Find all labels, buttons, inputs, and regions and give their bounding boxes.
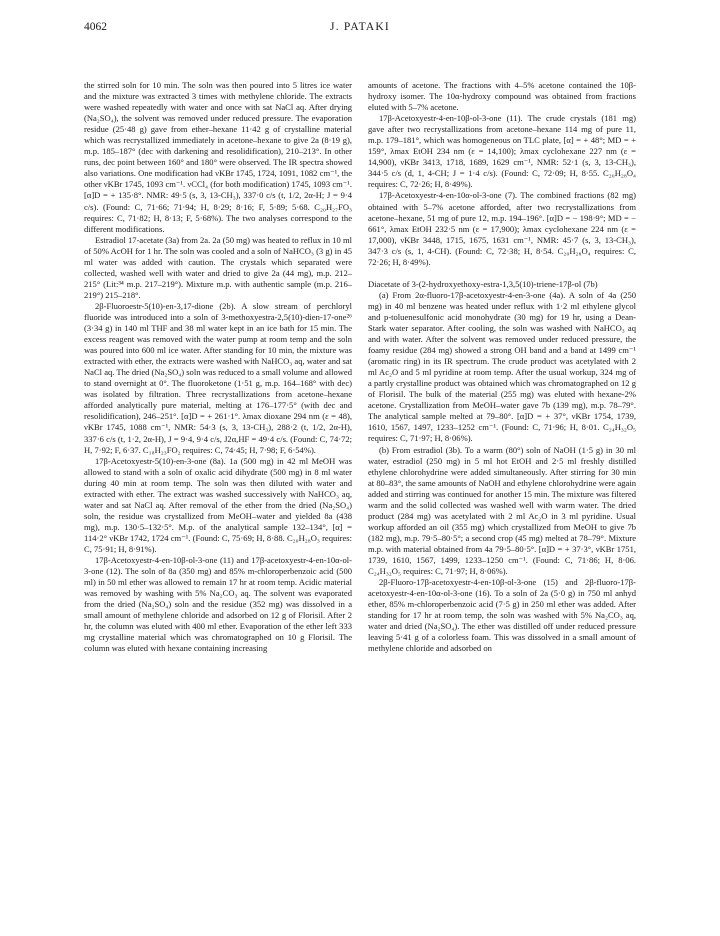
paragraph: 2β-Fluoroestr-5(10)-en-3,17-dione (2b). A slow stream of perchloryl fluoride was introduced into a soln of 3-methoxyestra-2,5(10)-dien-17-one²⁶ (3·34 g) in 140 ml THF and 38 ml water kept in an ice bath for 15 min. The excess reagent was removed with the water pump at room temp and the soln was poured into 600 ml ice water. After standing for 10 min, the mixture was extracted with ether, the extracts were washed with NaHCO₃ aq, water and sat NaCl aq. The dried (Na₂SO₄) soln was reduced to a small volume and allowed to stand overnight at 0°. The fluoroketone (1·51 g, m.p. 164–168° with dec) was isolated by filtration. Three recrystallizations from acetone–hexane afforded analytically pure material, melting at 176–177·5° (with dec and resolidification), 246–251°. [α]D = + 261·1°. λmax dioxane 294 nm (ε = 48), νKBr 1745, 1088 cm⁻¹, NMR: 54·3 (s, 3, 13-CH₃), 288·2 (t, 1/2, 2α-H), 337·6 c/s (t, 1·2, 2α-H), J = 9·4, 9·4 c/s, J2α,HF = 49·4 c/s. (Found: C, 74·72; H, 7·92; F, 6·37. C₁₈H₂₃FO₂ requires: C, 74·45; H, 7·98; F, 6·54%). [84,300,352,455]
paragraph: 17β-Acetoxyestr-4-en-10β-ol-3-one (11) and 17β-acetoxyestr-4-en-10α-ol-3-one (12). The soln of 8a (350 mg) and 85% m-chloroperbenzoic acid (500 ml) in 50 ml ether was allowed to remain 17 hr at room temp. Acidic material was removed by washing with 5% Na₂CO₃ aq. The solvent was evaporated from the dried (Na₂SO₄) soln and the residue (352 mg) was dissolved in a small amount of methylene chloride and adsorbed on 12 g of Florisil. After 2 hr, the column was eluted with 400 ml ether. Evaporation of the ether left 333 mg crystalline material which was chromatographed on 10 g Florisil. The column was eluted with hexane containing increasing [84,555,352,654]
running-title: J. PATAKI [330,21,390,33]
page-number: 4062 [84,21,107,33]
paragraph: 17β-Acetoxyestr-5(10)-en-3-one (8a). 1a (500 mg) in 42 ml MeOH was allowed to stand with a soln of oxalic acid dihydrate (500 mg) in 8 ml water during 40 min at room temp. The soln was then diluted with water and extracted with ether. The extract was washed successively with NaHCO₃ aq, water and sat NaCl aq. After removal of the ether from the dried (Na₂SO₄) soln, the residue was crystallized from MeOH–water and yielded 8a (438 mg), m.p. 130·5–132·5°. M.p. of the analytical sample 132–134°, [α] = 114·2° νKBr 1742, 1724 cm⁻¹. (Found: C, 75·69; H, 8·88. C₂₀H₂₈O₃ requires: C, 75·91; H, 8·91%). [84,455,352,554]
paragraph: 17β-Acetoxyestr-4-en-10α-ol-3-one (7). The combined fractions (82 mg) obtained with 5–7% acetone afforded, after two recrystallizations from acetone–hexane, 51 mg of pure 12, m.p. 194–196°. [α]D = − 198·9°; MD = − 661°, λmax EtOH 232·5 nm (ε = 17,900); λmax cyclohexane 224 nm (ε = 17,000), νKBr 3448, 1715, 1675, 1631 cm⁻¹, NMR: 45·7 (s, 3, 13-CH₃), 347·3 c/s (s, 1, 4-CH). (Found: C, 72·38; H, 8·54. C₂₀H₂₈O₄ requires: C, 72·26; H, 8·49%). [368,190,636,267]
right-column [368,80,636,654]
paragraph: (b) From estradiol (3b). To a warm (80°) soln of NaOH (1·5 g) in 30 ml water, estradiol (250 mg) in 5 ml hot EtOH and 2·5 ml freshly distilled ethylene chlorohydrine were added simultaneously. After stirring for 30 min at 80–83°, the same amounts of NaOH and ethylene chlorohydrine were again added and stirring was continued for another 15 min. The mixture was filtered warm and the solid collected was washed well with warm water. The dried product (284 mg) was acetylated with 2 ml Ac₂O in 3 ml pyridine. Usual workup afforded an oil (355 mg) which crystallized from MeOH to give 7b (182 mg), m.p. 79·5–80·5°; a second crop (45 mg) melted at 78–79°. Mixture m.p. with material obtained from 4a 79·5–80·5°. [α]D = + 37·3°, νKBr 1751, 1739, 1610, 1567, 1499, 1233–1250 cm⁻¹. (Found: C, 71·86; H, 8·06. C₂₄H₃₂O₅ requires: C, 71·97; H, 8·06%). [368,444,636,577]
page-header [84,21,636,37]
paragraph: Estradiol 17-acetate (3a) from 2a. 2a (50 mg) was heated to reflux in 10 ml of 50% AcOH for 1 hr. The soln was cooled and a soln of NaHCO₃ (3 g) in 45 ml water was added with caution. The crystals which separated were collected, washed well with water and dried to give 2a (44 mg), m.p. 212–215° (Lit:³⁴ m.p. 217–219°). Mixture m.p. with authentic sample (m.p. 216–219°) 215–218°. [84,234,352,300]
left-column [84,80,352,654]
paragraph: amounts of acetone. The fractions with 4–5% acetone contained the 10β-hydroxy isomer. The 10α-hydroxy compound was obtained from fractions eluted with 5–7% acetone. [368,80,636,113]
paragraph: 17β-Acetoxyestr-4-en-10β-ol-3-one (11). The crude crystals (181 mg) gave after two recrystallizations from acetone–hexane 114 mg of pure 11, m.p. 179–181°, which was homogeneous on TLC plate, [α] = + 48°; MD = + 159°, λmax EtOH 234 nm (ε = 14,100); λmax cyclohexane 227 nm (ε = 14,900), νKBr 3413, 1718, 1689, 1629 cm⁻¹, NMR: 52·1 (s, 3, 13-CH₃), 344·5 c/s (d, 1, 4-CH; J = 1·4 c/s). (Found: C, 72·09; H, 8·55. C₂₀H₂₈O₄ requires: C, 72·26; H, 8·49%). [368,113,636,190]
paragraph: (a) From 2α-fluoro-17β-acetoxyestr-4-en-3-one (4a). A soln of 4a (250 mg) in 40 ml benzene was heated under reflux with 1·2 ml ethylene glycol and p-toluenesulfonic acid monohydrate (30 mg) for 19 hr, using a Dean-Stark water separator. After cooling, the soln was washed with NaHCO₃ aq and with water. After the solvent was removed under reduced pressure, the foamy residue (284 mg) showed a strong OH band and a band at 1499 cm⁻¹ (aromatic ring) in its IR spectrum. The crude product was acetylated with 2 ml Ac₂O and 5 ml pyridine at room temp. After the usual workup, 324 mg of a partly crystalline product was obtained which was chromatographed on 12 g of Florisil. The bulk of the material (255 mg) was eluted with hexane-2% acetone. Crystallization from MeOH–water gave 7b (139 mg), m.p. 78–79°. The analytical sample melted at 79–80°. [α]D = + 37°, νKBr 1754, 1739, 1610, 1567, 1497, 1233–1252 cm⁻¹. (Found: C, 71·96; H, 8·01. C₂₄H₃₂O₅ requires: C, 71·97; H, 8·06%). [368,289,636,444]
paragraph: 2β-Fluoro-17β-acetoxyestr-4-en-10β-ol-3-one (15) and 2β-fluoro-17β-acetoxyestr-4-en-10α-ol-3-one (16). To a soln of 2a (5·0 g) in 750 ml anhyd ether, 85% m-chloroperbenzoic acid (7·5 g) in 250 ml ether was added. After standing for 17 hr at room temp, the soln was washed with 5% Na₂CO₃ aq, water and dried (Na₂SO₄). The ether was distilled off under reduced pressure leaving 5·41 g of a colorless foam. This was dissolved in a small amount of methylene chloride and adsorbed on [368,577,636,654]
section-heading: Diacetate of 3-(2-hydroxyethoxy-estra-1,3,5(10)-triene-17β-ol (7b) [368,278,598,289]
paragraph: the stirred soln for 10 min. The soln was then poured into 5 litres ice water and the mixture was extracted 3 times with methylene chloride. The extracts were washed repeatedly with water and once with sat NaCl aq. After drying (Na₂SO₄), the solvent was removed under reduced pressure. The evaporation residue (25·48 g) gave from ether–hexane 11·42 g of crystalline material which was recrystallized immediately in acetone–hexane to give 2a (8·19 g), m.p. 185–187° (dec with darkening and resolidification), 210–213°. In other runs, dec point between 160° and 180° were observed. The IR spectra showed also variations. One modification had νKBr 1745, 1724, 1091, 1082 cm⁻¹, the other νKBr 1745, 1093 cm⁻¹. νCCl₄ (for both modification) 1745, 1093 cm⁻¹. [α]D = + 135·8°. NMR: 49·5 (s, 3, 13-CH₃), 337·0 c/s (t, 1/2, 2α-H; J = 9·4 c/s). (Found: C, 71·66; 71·94; H, 8·29; 8·16; F, 5·89; 5·68. C₂₀H₂₇FO₃ requires: C, 71·82; H, 8·13; F, 5·68%). The two analyses correspond to the different modifications. [84,80,352,234]
